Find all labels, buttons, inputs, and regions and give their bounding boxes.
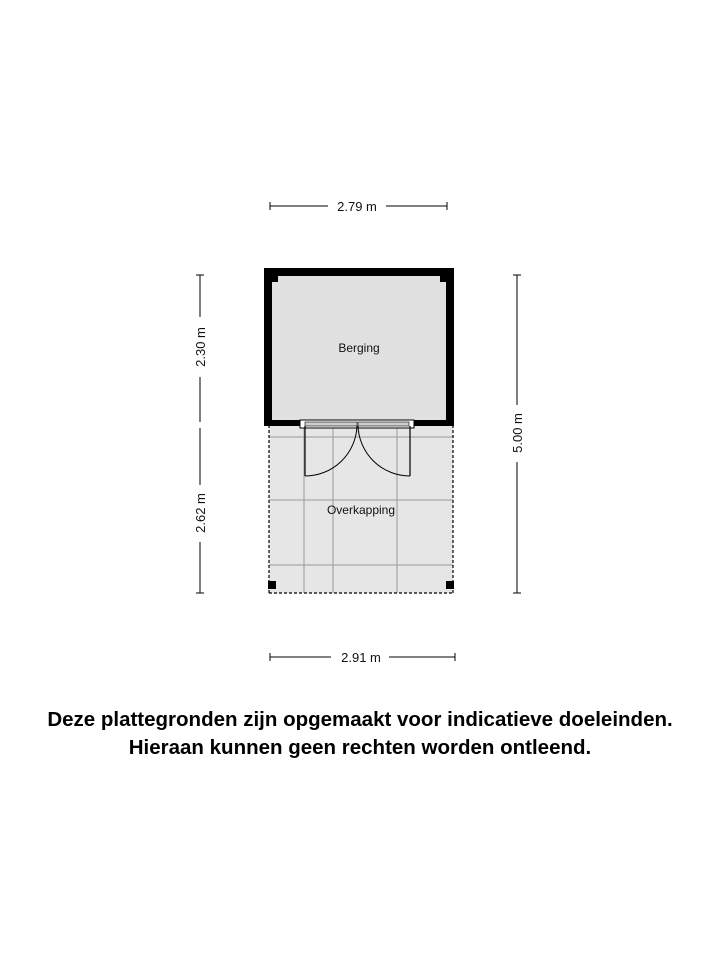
canopy-post-right <box>446 581 454 589</box>
canopy-post-left <box>268 581 276 589</box>
dimension-left-upper-label: 2.30 m <box>193 327 208 367</box>
dimension-left-lower-label: 2.62 m <box>193 493 208 533</box>
dimension-left-upper <box>193 275 208 422</box>
dimension-right-label: 5.00 m <box>510 413 525 453</box>
disclaimer <box>0 706 720 762</box>
dimension-top <box>270 199 447 214</box>
canopy-room-label: Overkapping <box>326 503 396 517</box>
dimension-right <box>510 275 525 593</box>
dimension-bottom-label: 2.91 m <box>341 650 381 665</box>
dimension-bottom <box>270 650 455 665</box>
disclaimer-line-1: Deze plattegronden zijn opgemaakt voor indicatieve doeleinden. <box>47 708 673 731</box>
dimension-left-lower <box>193 428 208 593</box>
storage-room-label: Berging <box>338 341 380 355</box>
disclaimer-line-2: Hieraan kunnen geen rechten worden ontleend. <box>128 736 592 759</box>
dimension-top-label: 2.79 m <box>337 199 377 214</box>
